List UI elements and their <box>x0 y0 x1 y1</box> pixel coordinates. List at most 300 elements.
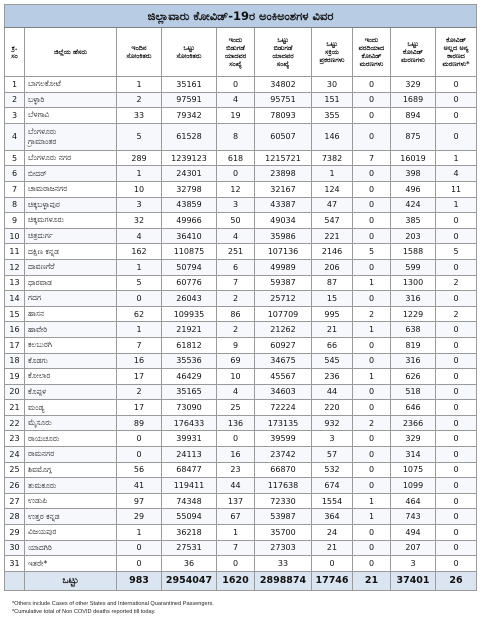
cell-deaths-today: 2 <box>353 306 391 322</box>
cell-non-covid-deaths: 2 <box>436 275 477 291</box>
cell-discharged-today: 0 <box>217 431 255 447</box>
cell-deaths-total: 496 <box>391 181 436 197</box>
cell-deaths-total: 2366 <box>391 415 436 431</box>
cell-active-cases: 21 <box>312 322 353 338</box>
table-row <box>5 259 477 275</box>
cell-today-cases: 1 <box>117 259 162 275</box>
cell-discharged-total: 95751 <box>255 92 312 108</box>
cell-non-covid-deaths: 0 <box>436 525 477 541</box>
cell-discharged-today: 50 <box>217 213 255 229</box>
cell-discharged-total: 72224 <box>255 400 312 416</box>
total-discharged-total: 2898874 <box>255 571 312 590</box>
column-header-line: ಪ್ರಕರಣಗಳು <box>319 56 345 64</box>
cell-total-cases: 50794 <box>162 259 217 275</box>
cell-sn: 9 <box>5 213 25 229</box>
cell-active-cases: 236 <box>312 369 353 385</box>
cell-discharged-total: 43387 <box>255 197 312 213</box>
cell-discharged-total: 107709 <box>255 306 312 322</box>
cell-active-cases: 24 <box>312 525 353 541</box>
cell-deaths-total: 3 <box>391 556 436 572</box>
district-name-line: ರಾಯಚೂರು <box>28 433 60 443</box>
cell-deaths-total: 875 <box>391 123 436 150</box>
cell-discharged-today: 4 <box>217 92 255 108</box>
cell-total-cases: 36 <box>162 556 217 572</box>
table-row <box>5 244 477 260</box>
cell-district <box>25 197 117 213</box>
cell-non-covid-deaths: 1 <box>436 150 477 166</box>
cell-active-cases: 220 <box>312 400 353 416</box>
cell-discharged-total: 33 <box>255 556 312 572</box>
cell-discharged-today: 23 <box>217 462 255 478</box>
table-row <box>5 166 477 182</box>
cell-sn: 26 <box>5 478 25 494</box>
cell-non-covid-deaths: 11 <box>436 181 477 197</box>
cell-deaths-total: 1588 <box>391 244 436 260</box>
cell-deaths-total: 599 <box>391 259 436 275</box>
cell-non-covid-deaths: 0 <box>436 213 477 229</box>
cell-active-cases: 124 <box>312 181 353 197</box>
table-row <box>5 228 477 244</box>
district-name-line: ಹಾಸನ <box>28 309 45 319</box>
district-name-line: ಚಿಕ್ಕಬಳ್ಳಾಪುರ <box>28 199 60 209</box>
cell-non-covid-deaths: 0 <box>436 478 477 494</box>
cell-deaths-total: 518 <box>391 384 436 400</box>
district-name-line: ಗದಗ <box>28 293 42 303</box>
cell-non-covid-deaths: 4 <box>436 166 477 182</box>
district-name-line: ಚಿತ್ರದುರ್ಗ <box>28 231 53 241</box>
cell-discharged-today: 6 <box>217 259 255 275</box>
column-header-line: ಯಾದವರ <box>224 52 247 60</box>
cell-non-covid-deaths: 2 <box>436 306 477 322</box>
cell-non-covid-deaths: 0 <box>436 322 477 338</box>
cell-district <box>25 540 117 556</box>
cell-discharged-today: 4 <box>217 228 255 244</box>
cell-total-cases: 119411 <box>162 478 217 494</box>
cell-district <box>25 108 117 124</box>
cell-active-cases: 30 <box>312 77 353 93</box>
cell-active-cases: 206 <box>312 259 353 275</box>
cell-sn: 1 <box>5 77 25 93</box>
column-header-line: ಕಾರಣದ <box>447 52 465 60</box>
cell-discharged-total: 59387 <box>255 275 312 291</box>
cell-discharged-today: 8 <box>217 123 255 150</box>
cell-discharged-total: 53987 <box>255 509 312 525</box>
district-name-line: ದಾವಣಗೆರೆ <box>28 262 55 272</box>
cell-discharged-total: 23898 <box>255 166 312 182</box>
table-row <box>5 556 477 572</box>
cell-deaths-today: 0 <box>353 166 391 182</box>
cell-deaths-total: 1229 <box>391 306 436 322</box>
cell-discharged-today: 2 <box>217 322 255 338</box>
district-name-line: ಗ್ರಾಮಾಂತರ <box>28 136 57 146</box>
column-header-line: ಕೋವಿಡ್ <box>361 52 382 60</box>
column-header-line: ಇಂದಿನ <box>131 44 147 52</box>
district-name-line: ಧಾರವಾಡ <box>28 277 52 287</box>
cell-discharged-total: 25712 <box>255 291 312 307</box>
cell-non-covid-deaths: 0 <box>436 493 477 509</box>
cell-active-cases: 3 <box>312 431 353 447</box>
cell-non-covid-deaths: 0 <box>436 431 477 447</box>
cell-total-cases: 97591 <box>162 92 217 108</box>
cell-district <box>25 556 117 572</box>
cell-district <box>25 431 117 447</box>
column-header-line: ಮರಣಗಳು* <box>442 60 470 68</box>
column-header-line: ಕ್ರ. <box>11 44 18 52</box>
cell-today-cases: 289 <box>117 150 162 166</box>
cell-non-covid-deaths: 0 <box>436 77 477 93</box>
cell-sn: 5 <box>5 150 25 166</box>
total-discharged-today: 1620 <box>217 571 255 590</box>
cell-sn: 2 <box>5 92 25 108</box>
cell-sn: 25 <box>5 462 25 478</box>
cell-today-cases: 29 <box>117 509 162 525</box>
cell-discharged-total: 173135 <box>255 415 312 431</box>
column-header-line: ಇಂದು <box>364 36 379 44</box>
cell-today-cases: 1 <box>117 166 162 182</box>
column-header-line: ವರದಿಯಾದ <box>358 44 385 52</box>
cell-non-covid-deaths: 0 <box>436 353 477 369</box>
cell-district <box>25 77 117 93</box>
cell-deaths-today: 0 <box>353 384 391 400</box>
cell-active-cases: 364 <box>312 509 353 525</box>
cell-deaths-today: 0 <box>353 259 391 275</box>
total-label: ಒಟ್ಟು <box>25 571 117 590</box>
district-name-line: ಬಳ್ಳಾರಿ <box>28 94 45 104</box>
cell-total-cases: 26043 <box>162 291 217 307</box>
cell-sn: 28 <box>5 509 25 525</box>
cell-today-cases: 56 <box>117 462 162 478</box>
table-row <box>5 275 477 291</box>
table-row <box>5 462 477 478</box>
cell-discharged-total: 60927 <box>255 337 312 353</box>
column-header-line: ಕೋವಿಡ್ <box>446 36 466 44</box>
cell-today-cases: 16 <box>117 353 162 369</box>
cell-total-cases: 32798 <box>162 181 217 197</box>
column-header-total-cases <box>162 28 217 77</box>
table-body <box>5 77 477 591</box>
cell-district <box>25 415 117 431</box>
cell-discharged-total: 60507 <box>255 123 312 150</box>
cell-active-cases: 995 <box>312 306 353 322</box>
cell-sn: 20 <box>5 384 25 400</box>
district-name-line: ಹಾವೇರಿ <box>28 324 48 334</box>
cell-discharged-total: 45567 <box>255 369 312 385</box>
cell-non-covid-deaths: 0 <box>436 259 477 275</box>
cell-district <box>25 275 117 291</box>
district-name-line: ಬೀದರ್ <box>28 168 47 178</box>
cell-discharged-total: 35700 <box>255 525 312 541</box>
column-header-line: ಮರಣಗಳು <box>359 60 384 68</box>
table-row <box>5 181 477 197</box>
cell-discharged-today: 86 <box>217 306 255 322</box>
cell-deaths-today: 0 <box>353 197 391 213</box>
cell-today-cases: 10 <box>117 181 162 197</box>
cell-district <box>25 166 117 182</box>
cell-discharged-today: 136 <box>217 415 255 431</box>
cell-district <box>25 291 117 307</box>
district-covid-table <box>4 4 477 591</box>
cell-today-cases: 62 <box>117 306 162 322</box>
column-header-line: ಸೋಂಕಿತರು <box>126 52 152 60</box>
cell-today-cases: 2 <box>117 92 162 108</box>
cell-total-cases: 68477 <box>162 462 217 478</box>
cell-discharged-today: 69 <box>217 353 255 369</box>
cell-discharged-total: 34603 <box>255 384 312 400</box>
cell-total-cases: 109935 <box>162 306 217 322</box>
table-row <box>5 322 477 338</box>
column-header-line: ಮರಣಗಳು <box>401 56 425 64</box>
cell-non-covid-deaths: 0 <box>436 228 477 244</box>
table-row <box>5 509 477 525</box>
cell-discharged-today: 3 <box>217 197 255 213</box>
cell-district <box>25 478 117 494</box>
cell-deaths-total: 494 <box>391 525 436 541</box>
cell-discharged-today: 10 <box>217 369 255 385</box>
cell-deaths-today: 0 <box>353 337 391 353</box>
cell-deaths-total: 1689 <box>391 92 436 108</box>
cell-deaths-today: 0 <box>353 462 391 478</box>
cell-deaths-today: 0 <box>353 400 391 416</box>
column-header-discharged-today <box>217 28 255 77</box>
cell-active-cases: 221 <box>312 228 353 244</box>
cell-today-cases: 0 <box>117 431 162 447</box>
cell-sn: 16 <box>5 322 25 338</box>
table-row <box>5 415 477 431</box>
cell-discharged-today: 67 <box>217 509 255 525</box>
column-header-discharged-total <box>255 28 312 77</box>
cell-discharged-today: 7 <box>217 275 255 291</box>
column-header-non-covid-deaths <box>436 28 477 77</box>
cell-deaths-today: 0 <box>353 478 391 494</box>
column-header-active-cases <box>312 28 353 77</box>
table-row <box>5 108 477 124</box>
cell-sn: 3 <box>5 108 25 124</box>
table-row <box>5 353 477 369</box>
cell-deaths-today: 0 <box>353 213 391 229</box>
cell-deaths-today: 0 <box>353 556 391 572</box>
district-name-line: ಶಿವಮೊಗ್ಗ <box>28 464 52 474</box>
cell-district <box>25 369 117 385</box>
cell-deaths-today: 1 <box>353 509 391 525</box>
total-row <box>5 571 477 590</box>
cell-deaths-today: 2 <box>353 415 391 431</box>
table-row <box>5 493 477 509</box>
cell-total-cases: 21921 <box>162 322 217 338</box>
cell-total-cases: 61528 <box>162 123 217 150</box>
district-name-line: ಬೆಳಗಾವಿ <box>28 110 50 120</box>
cell-non-covid-deaths: 0 <box>436 447 477 463</box>
cell-today-cases: 41 <box>117 478 162 494</box>
column-header-today-cases <box>117 28 162 77</box>
total-blank-cell <box>5 571 25 590</box>
cell-non-covid-deaths: 0 <box>436 509 477 525</box>
column-header-line: ಯಾದವರ <box>272 52 294 60</box>
cell-discharged-today: 0 <box>217 556 255 572</box>
cell-non-covid-deaths: 0 <box>436 92 477 108</box>
cell-discharged-total: 78093 <box>255 108 312 124</box>
district-name-line: ಬೆಂಗಳೂರು ನಗರ <box>28 153 72 163</box>
cell-total-cases: 39931 <box>162 431 217 447</box>
cell-discharged-total: 39599 <box>255 431 312 447</box>
cell-today-cases: 32 <box>117 213 162 229</box>
cell-deaths-total: 207 <box>391 540 436 556</box>
district-name-line: ತುಮಕೂರು <box>28 480 57 490</box>
cell-active-cases: 1554 <box>312 493 353 509</box>
cell-total-cases: 35161 <box>162 77 217 93</box>
table-title-row <box>5 5 477 28</box>
cell-discharged-total: 49034 <box>255 213 312 229</box>
cell-non-covid-deaths: 0 <box>436 400 477 416</box>
cell-non-covid-deaths: 1 <box>436 197 477 213</box>
cell-discharged-today: 19 <box>217 108 255 124</box>
cell-today-cases: 1 <box>117 322 162 338</box>
table-row <box>5 92 477 108</box>
cell-district <box>25 493 117 509</box>
cell-today-cases: 0 <box>117 291 162 307</box>
column-header-line: ಇಂದು <box>228 36 243 44</box>
cell-today-cases: 17 <box>117 400 162 416</box>
cell-discharged-total: 49989 <box>255 259 312 275</box>
cell-sn: 7 <box>5 181 25 197</box>
cell-deaths-today: 1 <box>353 369 391 385</box>
cell-today-cases: 1 <box>117 525 162 541</box>
table-row <box>5 431 477 447</box>
cell-discharged-today: 4 <box>217 384 255 400</box>
cell-today-cases: 0 <box>117 540 162 556</box>
district-name-line: ಕೋಲಾರ <box>28 371 51 381</box>
cell-total-cases: 24301 <box>162 166 217 182</box>
cell-discharged-today: 9 <box>217 337 255 353</box>
cell-sn: 31 <box>5 556 25 572</box>
table-row <box>5 213 477 229</box>
cell-non-covid-deaths: 0 <box>436 123 477 150</box>
cell-total-cases: 1239123 <box>162 150 217 166</box>
cell-total-cases: 55094 <box>162 509 217 525</box>
cell-district <box>25 525 117 541</box>
cell-total-cases: 176433 <box>162 415 217 431</box>
cell-sn: 21 <box>5 400 25 416</box>
district-name-line: ಉಡುಪಿ <box>28 496 48 506</box>
cell-deaths-total: 316 <box>391 291 436 307</box>
cell-district <box>25 384 117 400</box>
cell-district <box>25 322 117 338</box>
cell-today-cases: 2 <box>117 384 162 400</box>
cell-active-cases: 47 <box>312 197 353 213</box>
cell-active-cases: 1 <box>312 166 353 182</box>
cell-discharged-total: 34675 <box>255 353 312 369</box>
cell-deaths-today: 1 <box>353 275 391 291</box>
table-row <box>5 540 477 556</box>
column-header-deaths-total <box>391 28 436 77</box>
cell-total-cases: 24113 <box>162 447 217 463</box>
cell-active-cases: 146 <box>312 123 353 150</box>
column-header-line: ಸಂ <box>11 52 18 60</box>
column-header-line: ಒಟ್ಟು <box>183 44 195 52</box>
cell-deaths-today: 0 <box>353 540 391 556</box>
cell-discharged-today: 44 <box>217 478 255 494</box>
cell-active-cases: 21 <box>312 540 353 556</box>
total-active-cases: 17746 <box>312 571 353 590</box>
cell-deaths-today: 0 <box>353 77 391 93</box>
cell-non-covid-deaths: 0 <box>436 415 477 431</box>
cell-sn: 27 <box>5 493 25 509</box>
cell-district <box>25 509 117 525</box>
cell-deaths-today: 1 <box>353 322 391 338</box>
cell-deaths-total: 464 <box>391 493 436 509</box>
cell-deaths-total: 385 <box>391 213 436 229</box>
cell-total-cases: 110875 <box>162 244 217 260</box>
table-row <box>5 123 477 150</box>
total-non-covid-deaths: 26 <box>436 571 477 590</box>
district-name-line: ಮೈಸೂರು <box>28 418 52 428</box>
cell-active-cases: 355 <box>312 108 353 124</box>
cell-deaths-total: 314 <box>391 447 436 463</box>
district-name-line: ಚಾಮರಾಜನಗರ <box>28 184 68 194</box>
cell-discharged-total: 66870 <box>255 462 312 478</box>
district-name-line: ದಕ್ಷಿಣ ಕನ್ನಡ <box>28 246 59 256</box>
cell-non-covid-deaths: 0 <box>436 384 477 400</box>
column-header-row <box>5 28 477 77</box>
footnote-non-covid: *Cumulative total of Non COVID deaths reported till today. <box>12 609 156 615</box>
cell-non-covid-deaths: 0 <box>436 556 477 572</box>
cell-deaths-total: 646 <box>391 400 436 416</box>
cell-discharged-total: 21262 <box>255 322 312 338</box>
cell-non-covid-deaths: 0 <box>436 337 477 353</box>
cell-discharged-total: 34802 <box>255 77 312 93</box>
total-today-cases: 983 <box>117 571 162 590</box>
cell-district <box>25 400 117 416</box>
cell-district <box>25 353 117 369</box>
cell-active-cases: 0 <box>312 556 353 572</box>
cell-total-cases: 73090 <box>162 400 217 416</box>
cell-active-cases: 66 <box>312 337 353 353</box>
cell-active-cases: 2146 <box>312 244 353 260</box>
cell-discharged-total: 32167 <box>255 181 312 197</box>
cell-deaths-today: 0 <box>353 291 391 307</box>
table-row <box>5 384 477 400</box>
cell-sn: 6 <box>5 166 25 182</box>
cell-discharged-today: 618 <box>217 150 255 166</box>
cell-total-cases: 36410 <box>162 228 217 244</box>
cell-today-cases: 7 <box>117 337 162 353</box>
cell-non-covid-deaths: 0 <box>436 540 477 556</box>
cell-sn: 11 <box>5 244 25 260</box>
column-header-line: ಸೋಂಕಿತರು <box>176 52 202 60</box>
cell-sn: 13 <box>5 275 25 291</box>
cell-district <box>25 462 117 478</box>
cell-discharged-today: 7 <box>217 540 255 556</box>
cell-discharged-total: 35986 <box>255 228 312 244</box>
table-row <box>5 400 477 416</box>
cell-deaths-total: 316 <box>391 353 436 369</box>
cell-active-cases: 57 <box>312 447 353 463</box>
table-row <box>5 369 477 385</box>
cell-district <box>25 123 117 150</box>
cell-today-cases: 5 <box>117 275 162 291</box>
cell-discharged-today: 137 <box>217 493 255 509</box>
cell-district <box>25 447 117 463</box>
cell-deaths-total: 203 <box>391 228 436 244</box>
district-name-line: ಯಾದಗಿರಿ <box>28 542 52 552</box>
cell-active-cases: 44 <box>312 384 353 400</box>
cell-discharged-today: 1 <box>217 525 255 541</box>
cell-sn: 19 <box>5 369 25 385</box>
cell-deaths-today: 0 <box>353 525 391 541</box>
column-header-line: ಬಿಡುಗಡೆ <box>226 44 245 52</box>
cell-district <box>25 228 117 244</box>
column-header-line: ಒಟ್ಟು <box>326 40 338 48</box>
cell-sn: 4 <box>5 123 25 150</box>
